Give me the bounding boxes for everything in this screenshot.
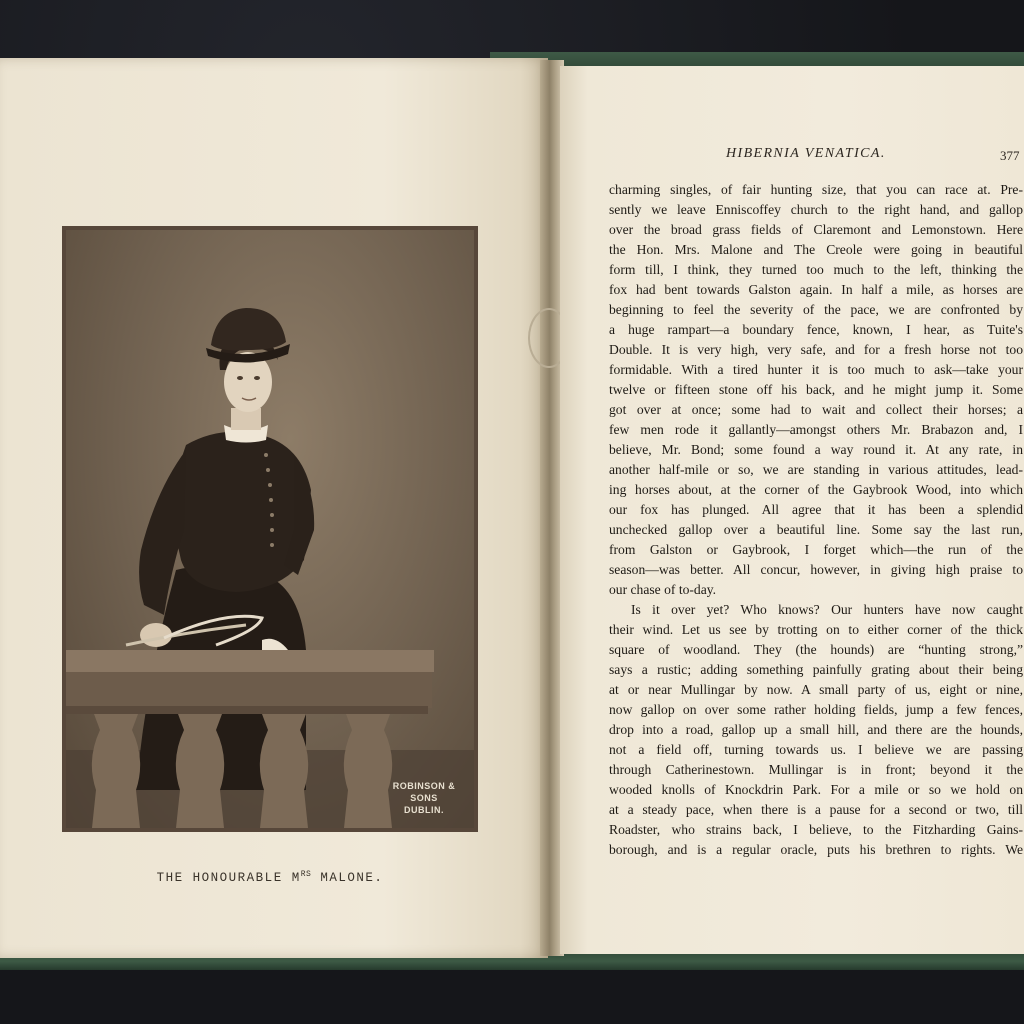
text-line: twelve or fifteen stone off his back, and he might jump it. Some	[609, 382, 1023, 397]
text-line: another half-mile or so, we are standing in various attitudes, lead-	[609, 462, 1023, 477]
text-line: square of woodland. They (the hounds) are “hunting strong,”	[609, 642, 1023, 657]
text-line: borough, and is a regular oracle, puts his brethren to rights. We	[609, 842, 1023, 857]
text-line: wooded knolls of Knockdrin Park. For a mile or so we hold on	[609, 782, 1023, 797]
text-line: now gallop on over some rather holding fields, jump a few fences,	[609, 702, 1023, 717]
text-line: through Catherinestown. Mullingar is in front; beyond it the	[609, 762, 1023, 777]
text-line: formidable. With a tired hunter it is too much to ask—take your	[609, 362, 1023, 377]
text-line: their wind. Let us see by trotting on to either corner of the thick	[609, 622, 1023, 637]
text-line: Double. It is very high, very safe, and for a fresh horse not too	[609, 342, 1023, 357]
body-text	[609, 180, 1023, 860]
text-line: says a rustic; adding something painfully grating about their being	[609, 662, 1023, 677]
portrait-illustration	[66, 230, 474, 828]
text-line: Is it over yet? Who knows? Our hunters have now caught	[631, 602, 1023, 617]
text-line: got over at once; some had to wait and collect their horses; a	[609, 402, 1023, 417]
text-line: over the broad grass fields of Claremont and Lemonstown. Here	[609, 222, 1023, 237]
page-number: 377	[1000, 148, 1020, 163]
photo-caption	[62, 870, 478, 885]
text-line: season—was better. All concur, however, in giving high praise to	[609, 562, 1023, 577]
text-line: a huge rampart—a boundary fence, known, I hear, as Tuite's	[609, 322, 1023, 337]
caption-superscript: RS	[300, 870, 312, 879]
text-line: at or near Mullingar by now. A small party of us, eight or nine,	[609, 682, 1023, 697]
caption-suffix: MALONE.	[311, 871, 384, 886]
text-line: our fox has plunged. All agree that it has been a splendid	[609, 502, 1023, 517]
text-line: beginning to feel the severity of the pace, we are confronted by	[609, 302, 1023, 317]
caption-prefix: THE HONOURABLE M	[156, 871, 301, 886]
text-line: charming singles, of fair hunting size, that you can race at. Pre-	[609, 182, 1023, 197]
text-line: fox had bent towards Galston again. In half a mile, as horses are	[609, 282, 1023, 297]
text-line: form till, I think, they turned too much to the left, thinking the	[609, 262, 1023, 277]
text-line: at a steady pace, when there is a pause for a second or two, till	[609, 802, 1023, 817]
text-line: from Galston or Gaybrook, I forget which—the run of the	[609, 542, 1023, 557]
studio-city: DUBLIN.	[404, 805, 444, 815]
text-line: ing horses about, at the corner of the Gaybrook Wood, into which	[609, 482, 1023, 497]
left-page	[0, 58, 548, 958]
portrait-photograph-mount	[62, 226, 478, 832]
studio-name: ROBINSON & SONS	[392, 781, 456, 803]
portrait-photograph	[66, 230, 474, 828]
photographer-studio-mark	[384, 780, 464, 816]
text-line: the Hon. Mrs. Malone and The Creole were going in beautiful	[609, 242, 1023, 257]
text-line: few men rode it gallantly—amongst others Mr. Brabazon and, I	[609, 422, 1023, 437]
text-line: Roadster, who strains back, I believe, to the Fitzharding Gains-	[609, 822, 1023, 837]
text-line: drop into a road, gallop up a small hill, and there are the hounds,	[609, 722, 1023, 737]
running-head: HIBERNIA VENATICA.	[726, 146, 886, 161]
text-line: our chase of to-day.	[609, 582, 717, 597]
text-line: believe, Mr. Bond; some found a way round it. At any rate, in	[609, 442, 1023, 457]
text-line: not a field off, turning towards us. I believe we are passing	[609, 742, 1023, 757]
text-line: sently we leave Enniscoffey church to the right hand, and gallop	[609, 202, 1023, 217]
text-line: unchecked gallop over a beautiful line. Some say the last run,	[609, 522, 1023, 537]
